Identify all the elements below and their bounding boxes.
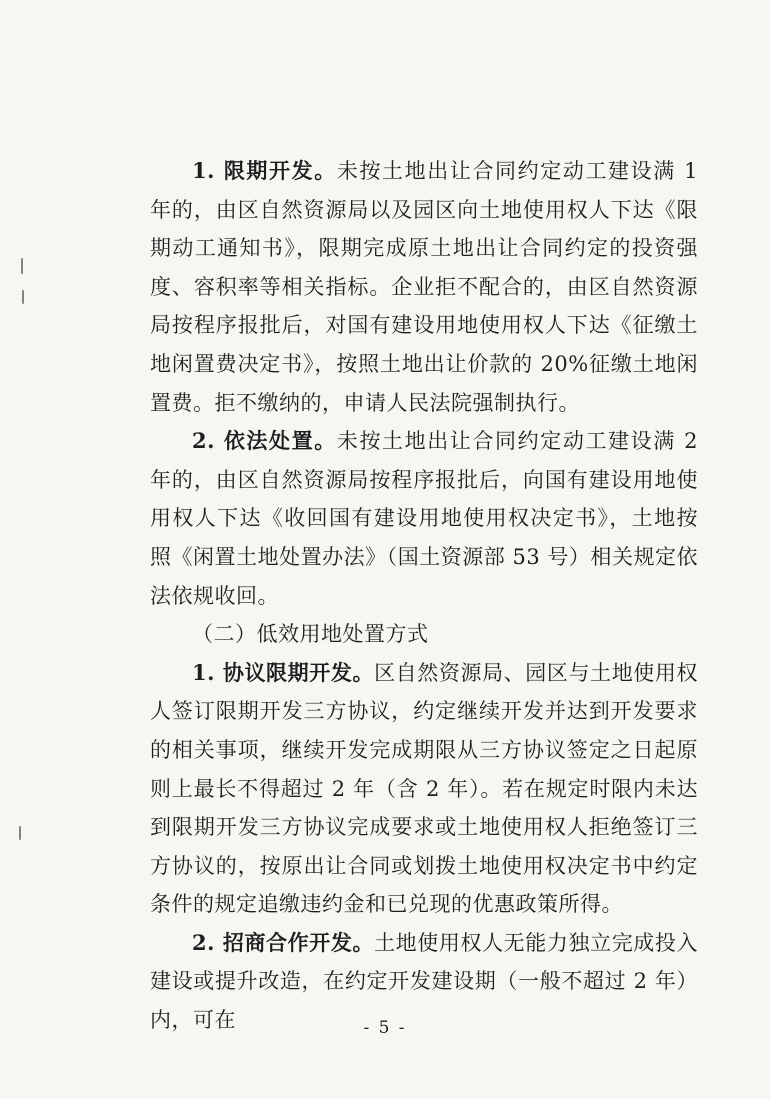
paragraph-legal-disposal [150,422,698,615]
paragraph-text: 土地使用权人无能力独立完成投入建设或提升改造，在约定开发建设期（一般不超过 2 年）内，可在 [150,930,699,1033]
paragraph-heading: 1. 协议限期开发。 [192,659,375,685]
paragraph-text: 未按土地出让合同约定动工建设满 1 年的，由区自然资源局以及园区向土地使用权人下达《限期动工通知书》，限期完成原土地出让合同约定的投资强度、容积率等相关指标。企业拒不配合的，由区自然资源局按程序报批后，对国有建设用地使用权人下达《征缴土地闲置费决定书》，按照土地出让价款的 20%征缴土地闲置费。拒不缴纳的，申请人民法院强制执行。 [150,159,698,415]
paragraph-agreement-development [150,654,698,924]
paragraph-limited-development [150,152,698,422]
document-body [150,152,698,1040]
paragraph-heading: 1. 限期开发。 [192,158,337,183]
paragraph-heading: 2. 招商合作开发。 [192,929,375,955]
paragraph-text: 区自然资源局、园区与土地使用权人签订限期开发三方协议，约定继续开发并达到开发要求的相关事项，继续开发完成期限从三方协议签定之日起原则上最长不得超过 2 年（含 2 年）。若在规定时限内未达到限期开发三方协议完成要求或土地使用权人拒绝签订三方协议的，按原出让合同或划拨土地使用权决定书中约定条件的规定追缴违约金和已兑现的优惠政策所得。 [150,660,699,917]
paragraph-text: 未按土地出让合同约定动工建设满 2 年的，由区自然资源局按程序报批后，向国有建设用地使用权人下达《收回国有建设用地使用权决定书》，土地按照《闲置土地处置办法》（国土资源部 53 号）相关规定依法依规收回。 [150,429,698,608]
scan-mark [21,258,23,274]
page-number: - 5 - [363,1018,407,1038]
paragraph-heading: 2. 依法处置。 [192,428,337,454]
section-title: （二）低效用地处置方式 [192,622,429,647]
scan-mark [22,290,24,304]
scan-mark [19,826,21,840]
